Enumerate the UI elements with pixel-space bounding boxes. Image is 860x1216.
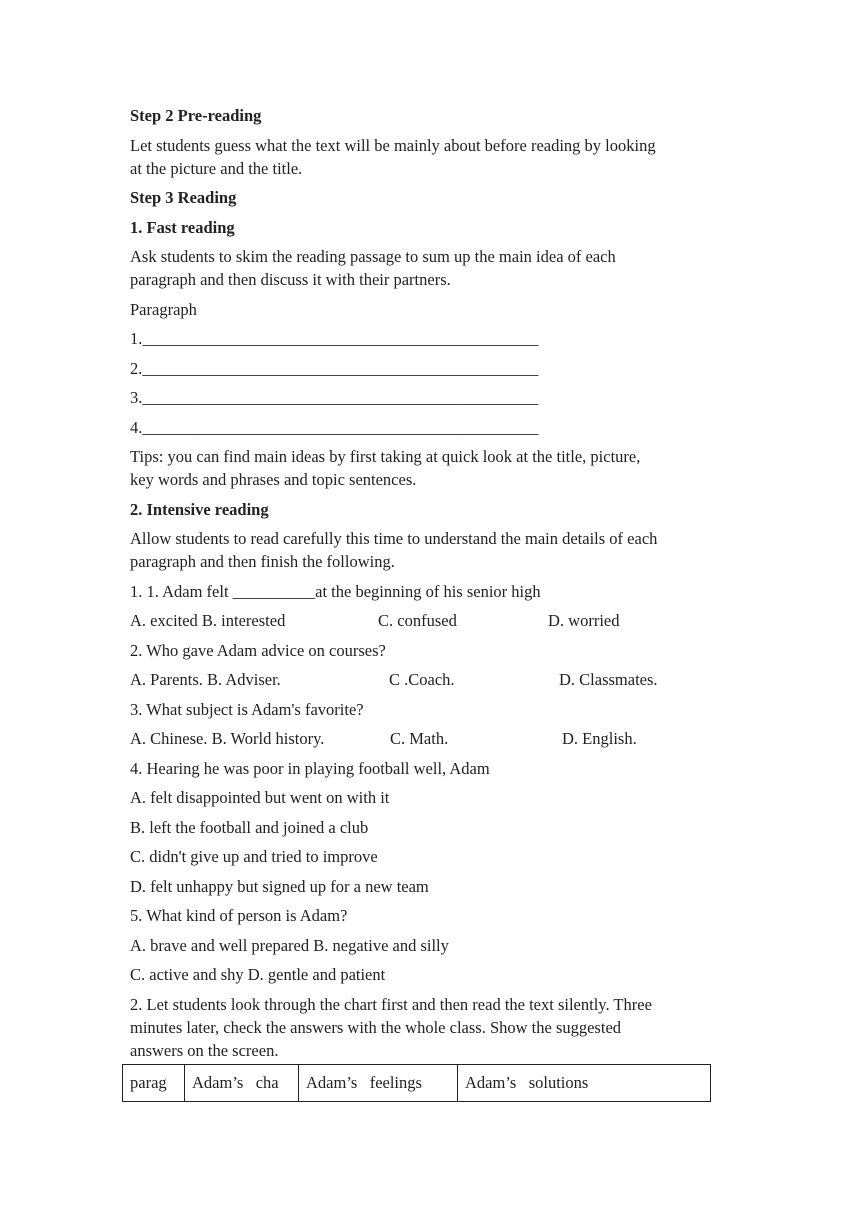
intensive-reading-heading: 2. Intensive reading (130, 499, 269, 519)
paragraph-blank-2: 2.________________________________________________ (130, 358, 539, 378)
question-4-option-b: B. left the football and joined a club (130, 817, 369, 837)
chart-intro-line1: 2. Let students look through the chart first and then read the text silently. Three (130, 994, 652, 1014)
question-1: 1. 1. Adam felt __________at the beginning of his senior high (130, 581, 541, 601)
step2-text-line2: at the picture and the title. (130, 158, 303, 178)
option-ab: A. Parents. B. Adviser. (130, 670, 281, 689)
intensive-reading-line2: paragraph and then finish the following. (130, 552, 395, 571)
answer-chart (122, 1064, 711, 1102)
option-ab: A. excited B. interested (130, 611, 286, 630)
step2-text-line1: Let students guess what the text will be mainly about before reading by looking (130, 135, 656, 155)
tips-line1: Tips: you can find main ideas by first taking at quick look at the title, picture, (130, 447, 641, 466)
question-5-options-ab: A. brave and well prepared B. negative and silly (130, 935, 449, 955)
paragraph-blank-1: 1.________________________________________________ (130, 329, 539, 348)
paragraph-blank-4: 4.________________________________________________ (130, 417, 539, 437)
question-3-options (130, 727, 730, 750)
option-d: D. Classmates. (559, 670, 658, 689)
table-header-cell: parag (123, 1065, 185, 1102)
question-3: 3. What subject is Adam's favorite? (130, 699, 364, 719)
question-4-option-d: D. felt unhappy but signed up for a new team (130, 876, 429, 896)
paragraph-label: Paragraph (130, 299, 197, 319)
question-2: 2. Who gave Adam advice on courses? (130, 640, 386, 660)
question-2-options (130, 668, 730, 691)
tips-line2: key words and phrases and topic sentences. (130, 470, 417, 489)
intensive-reading-line1: Allow students to read carefully this time to understand the main details of each (130, 529, 658, 548)
question-5: 5. What kind of person is Adam? (130, 906, 348, 925)
document-body (130, 104, 730, 1062)
question-4-option-a: A. felt disappointed but went on with it (130, 788, 390, 807)
step3-heading: Step 3 Reading (130, 188, 237, 207)
option-c: C. Math. (390, 729, 449, 748)
chart-intro-line2: minutes later, check the answers with the whole class. Show the suggested (130, 1017, 622, 1037)
table-header-row (123, 1065, 711, 1102)
option-d: D. English. (562, 729, 637, 748)
question-1-options (130, 609, 730, 632)
option-c: C. confused (378, 611, 457, 630)
option-d: D. worried (548, 611, 620, 630)
chart-intro-line3: answers on the screen. (130, 1040, 279, 1060)
question-4-option-c: C. didn't give up and tried to improve (130, 847, 378, 866)
option-ab: A. Chinese. B. World history. (130, 729, 325, 748)
table-header-cell: Adam’s cha (185, 1065, 299, 1102)
table-header-cell: Adam’s feelings (299, 1065, 458, 1102)
fast-reading-line2: paragraph and then discuss it with their partners. (130, 270, 451, 289)
step2-heading: Step 2 Pre-reading (130, 106, 262, 125)
question-4: 4. Hearing he was poor in playing football well, Adam (130, 758, 490, 778)
question-5-options-cd: C. active and shy D. gentle and patient (130, 965, 386, 984)
fast-reading-heading: 1. Fast reading (130, 217, 235, 237)
paragraph-blank-3: 3.________________________________________________ (130, 388, 539, 407)
option-c: C .Coach. (389, 670, 455, 689)
fast-reading-line1: Ask students to skim the reading passage to sum up the main idea of each (130, 247, 616, 266)
table-header-cell: Adam’s solutions (458, 1065, 711, 1102)
